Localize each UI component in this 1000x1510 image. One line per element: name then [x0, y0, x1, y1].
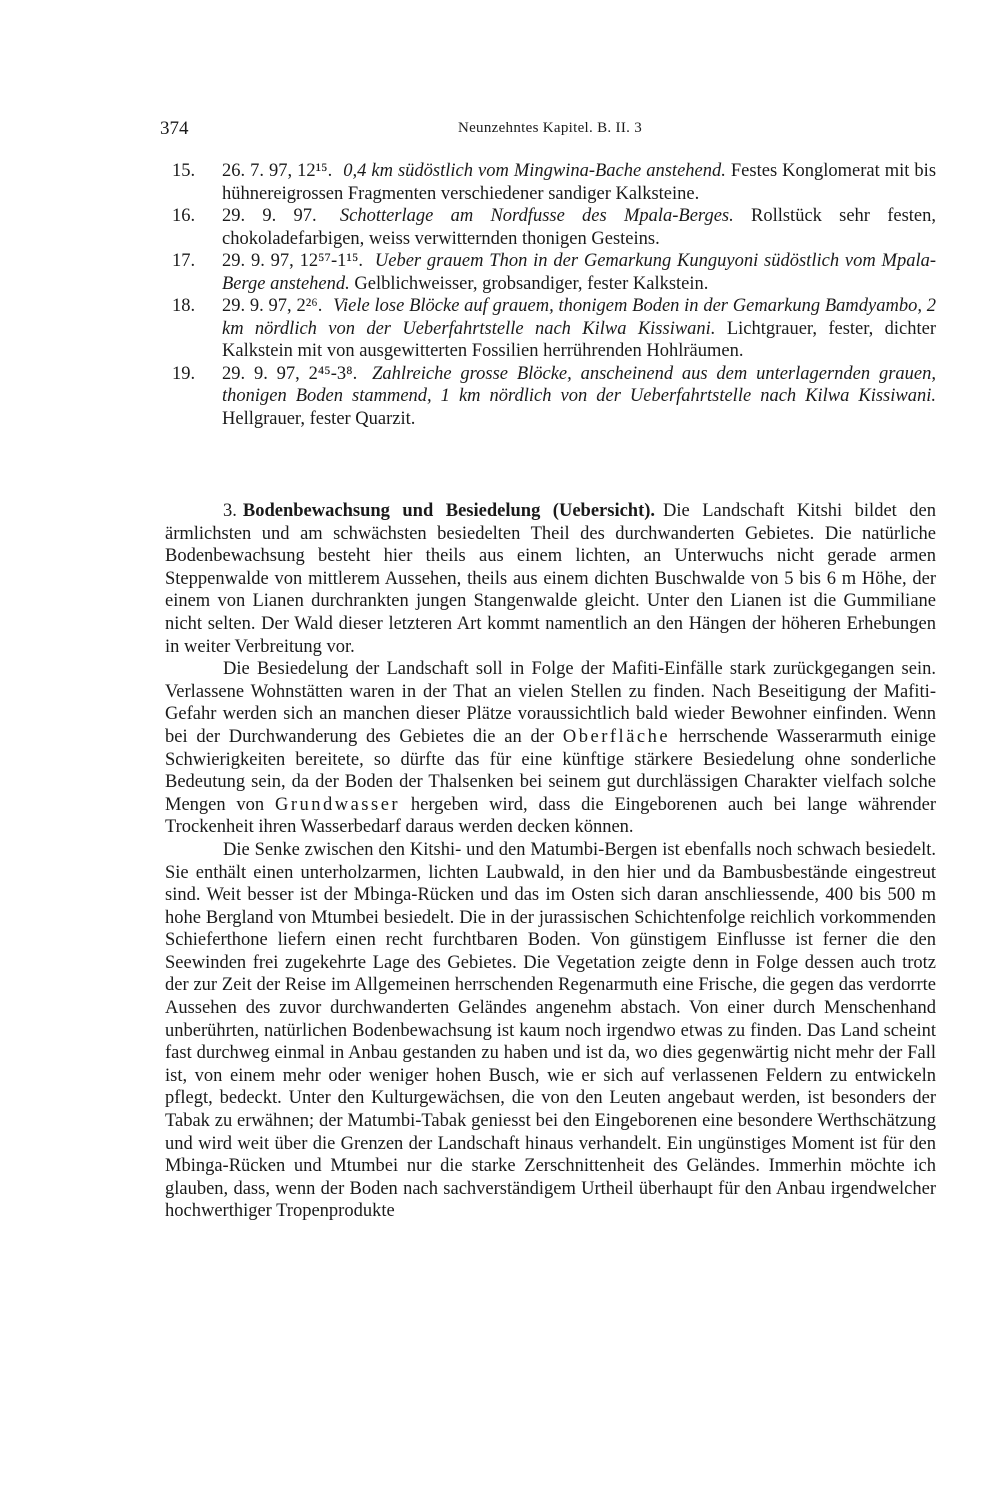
paragraph-text: herrschende Wasserarmuth einige Schwierigkeiten bereitete, so dürfte das für eine künftige stärkere Besiedelung ohne sonderliche Bedeutung sein, da der Boden der Thalsenken bei seinem gut durchlässigen Charakter vielfach solche Mengen von	[165, 726, 937, 815]
page-number: 374	[160, 118, 189, 139]
specimen-entry-16	[172, 205, 936, 250]
entry-date: 29. 9. 97.	[222, 206, 317, 226]
entry-date: 29. 9. 97, 2²⁶.	[222, 296, 323, 316]
entry-description: Hellgrauer, fester Quarzit.	[222, 408, 416, 429]
page-header	[160, 118, 940, 146]
entry-description: Gelblichweisser, grobsandiger, fester Kalkstein.	[354, 273, 709, 294]
paragraph-text: Die Senke zwischen den Kitshi- und den Matumbi-Bergen ist ebenfalls noch schwach besiedelt. Sie enthält einen unterholzarmen, lichten Laubwald, in den hier und da Bambusbestände eingestreut sind. Weit besser ist der Mbinga-Rücken und das im Osten sich daran anschliessende, 400 bis 500 m hohe Bergland von Mtumbei besiedelt. Die in der jurassischen Schichtenfolge reichlich vorkommenden Schieferthone liefern einen recht furchtbaren Boden. Von günstigem Einflusse ist ferner die den Seewinden frei zugekehrte Lage des Gebietes. Die Vegetation zeigte denn in Folge dessen auch trotz der zur Zeit der Reise im Allgemeinen herrschenden Regenarmuth eine Frische, die gegen das verdorrte Aussehen des zuvor durchwanderten Geländes angenehm abstach. Von einer durch Menschenhand unberührten, natürlichen Bodenbewachsung ist kaum noch irgendwo etwas zu finden. Das Land scheint fast durchweg einmal in Anbau gestanden zu haben und ist da, wo dies gegenwärtig nicht mehr der Fall ist, von einem mehr oder weniger hohen Busch, wie er sich auf verlassenen Feldern zu entwickeln pflegt, bedeckt. Unter den Kulturgewächsen, die von den Leuten angebaut werden, ist besonders der Tabak zu erwähnen; der Matumbi-Tabak geniesst bei den Eingeborenen eine besondere Werthschätzung und wird weit über die Grenzen der Landschaft hinaus verhandelt. Ein ungünstiges Moment ist für den Mbinga-Rücken und Mtumbei nur die starke Zerschnittenheit des Geländes. Immerhin möchte ich glauben, dass, wenn der Boden nach sachverständigem Urtheil überhaupt für den Anbau irgendwelcher hochwerthiger Tropenprodukte	[165, 839, 936, 1222]
entry-location: Viele lose Blöcke auf grauem, thonigem Boden in der Gemarkung Bamdyambo, 2 km nördlich von der Ueberfahrtstelle nach Kilwa Kissiwani.	[222, 296, 937, 339]
entry-number: 17.	[172, 251, 196, 271]
entry-description: Festes Konglomerat mit bis hühnereigrossen Fragmenten verschiedener sandiger Kalksteine.	[222, 161, 937, 204]
entry-location: Zahlreiche grosse Blöcke, anscheinend aus dem unterlagernden grauen, thonigen Boden stammend, 1 km nördlich von der Ueberfahrtstelle nach Kilwa Kissiwani.	[222, 363, 936, 406]
entry-date: 29. 9. 97, 12⁵⁷-1¹⁵.	[222, 251, 364, 271]
emphasis-text: Oberfläche	[562, 726, 671, 747]
section-paragraph-3	[165, 839, 936, 1223]
section-paragraph-2	[165, 658, 936, 839]
emphasis-text: Grundwasser	[274, 794, 401, 815]
running-head: Neunzehntes Kapitel. B. II. 3	[457, 120, 643, 136]
specimen-entry-19	[172, 363, 936, 431]
paragraph-text: Die Landschaft Kitshi bildet den ärmlichsten und am schwächsten besiedelten Theil des durchwanderten Gebietes. Die natürliche Bodenbewachsung besteht hier theils aus einem lichten, an Unterwuchs nicht gerade armen Steppenwalde von mittlerem Aussehen, theils aus einem dichten Buschwalde von 5 bis 6 m Höhe, der einem von Lianen durchrankten jungen Stangenwalde gleicht. Unter den Lianen ist die Gummiliane nicht selten. Der Wald dieser letzteren Art kommt namentlich an den Hängen der höheren Erhebungen in weiter Verbreitung vor.	[165, 501, 936, 657]
entry-number: 19.	[172, 363, 196, 384]
specimen-entry-17	[172, 250, 936, 295]
specimen-entry-15	[172, 160, 936, 205]
paragraph-text: Die Besiedelung der Landschaft soll in Folge der Mafiti-Einfälle stark zurückgegangen sein. Verlassene Wohnstätten waren in der That an vielen Stellen zu finden. Nach Beseitigung der Mafiti-Gefahr werden sich an manchen dieser Plätze voraussichtlich bald wieder Bewohner einfinden. Wenn bei der Durchwanderung des Gebietes die an der	[165, 659, 936, 747]
section-number: 3.	[223, 501, 237, 521]
entry-description: Lichtgrauer, fester, dichter Kalkstein mit von ausgewitterten Fossilien herrührenden Hohlräumen.	[222, 318, 937, 361]
entry-date: 26. 7. 97, 12¹⁵.	[222, 161, 333, 181]
entry-location: 0,4 km südöstlich vom Mingwina-Bache anstehend.	[343, 161, 726, 181]
paragraph-text: hergeben wird, dass die Eingeborenen auch bei lange währender Trockenheit ihren Wasserbedarf daraus werden decken können.	[165, 794, 937, 838]
entry-number: 16.	[172, 206, 196, 226]
entry-location: Schotterlage am Nordfusse des Mpala-Berges.	[339, 206, 734, 226]
entry-number: 15.	[172, 161, 196, 181]
section-vegetation-settlement	[165, 500, 936, 1223]
entry-location: Ueber grauem Thon in der Gemarkung Kunguyoni südöstlich vom Mpala-Berge anstehend.	[222, 251, 937, 294]
section-paragraph-1	[165, 500, 936, 658]
entry-description: Rollstück sehr festen, chokoladefarbigen, weiss verwitternden thonigen Gesteins.	[222, 206, 937, 249]
specimen-entry-18	[172, 295, 936, 363]
entry-number: 18.	[172, 296, 196, 316]
specimen-list	[172, 160, 936, 430]
entry-date: 29. 9. 97, 2⁴⁵-3⁸.	[222, 363, 358, 384]
section-heading: Bodenbewachsung und Besiedelung (Uebersicht).	[242, 501, 656, 521]
